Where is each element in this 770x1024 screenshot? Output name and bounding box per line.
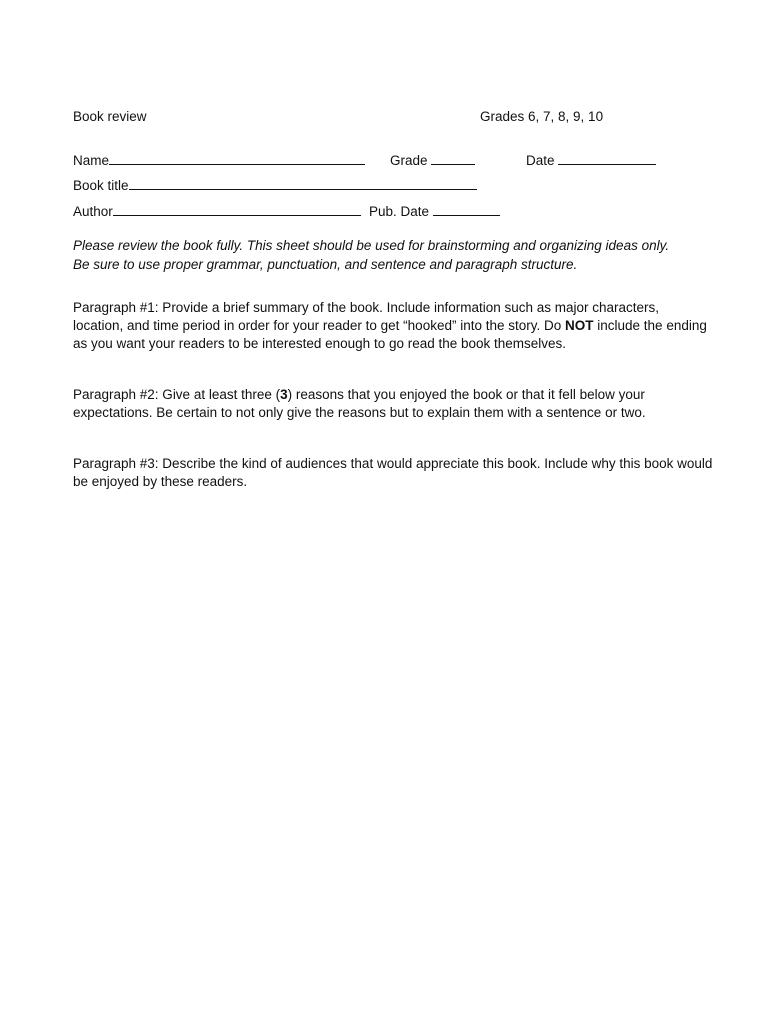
grade-blank[interactable] — [431, 152, 475, 165]
paragraph-2-emphasis: 3 — [280, 387, 288, 402]
paragraph-1-prompt — [73, 299, 713, 353]
instructions-line-1: Please review the book fully. This sheet should be used for brainstorming and organizing ideas only. — [73, 238, 670, 253]
name-field — [73, 152, 365, 168]
date-label: Date — [526, 153, 555, 168]
name-label: Name — [73, 153, 110, 168]
book-title-blank[interactable] — [129, 177, 477, 190]
paragraph-1-emphasis: NOT — [565, 318, 594, 333]
author-field — [73, 203, 361, 219]
paragraph-1-text-a: Paragraph #1: Provide a brief summary of the book. Include information such as major characters, location, and time period in order for your reader to get “hooked” into the story. Do — [73, 300, 660, 333]
grade-field — [390, 152, 475, 168]
pub-date-field — [369, 203, 500, 219]
paragraph-2-prompt — [73, 386, 713, 422]
paragraph-2-text-b: ) reasons that you enjoyed the book or that it fell below your expectations. Be certain to not only give the reasons but to explain them with a sentence or two. — [73, 387, 646, 420]
book-title-label: Book title — [73, 178, 129, 193]
pub-date-label: Pub. Date — [369, 204, 430, 219]
grade-label: Grade — [390, 153, 428, 168]
author-blank[interactable] — [113, 203, 361, 216]
grades-label: Grades 6, 7, 8, 9, 10 — [480, 109, 604, 124]
instructions-line-2: Be sure to use proper grammar, punctuation, and sentence and paragraph structure. — [73, 257, 578, 272]
document-title: Book review — [73, 109, 147, 124]
book-title-field — [73, 177, 477, 193]
paragraph-2-text-a: Paragraph #2: Give at least three ( — [73, 387, 281, 402]
paragraph-3-prompt: Paragraph #3: Describe the kind of audiences that would appreciate this book. Include why this book would be enjoyed by these readers. — [73, 456, 713, 489]
paragraph-1-text-b: include the ending as you want your readers to be interested enough to go read the book themselves. — [73, 318, 707, 351]
pub-date-blank[interactable] — [433, 203, 500, 216]
name-blank[interactable] — [109, 152, 365, 165]
author-label: Author — [73, 204, 113, 219]
date-field — [526, 152, 656, 168]
date-blank[interactable] — [558, 152, 656, 165]
